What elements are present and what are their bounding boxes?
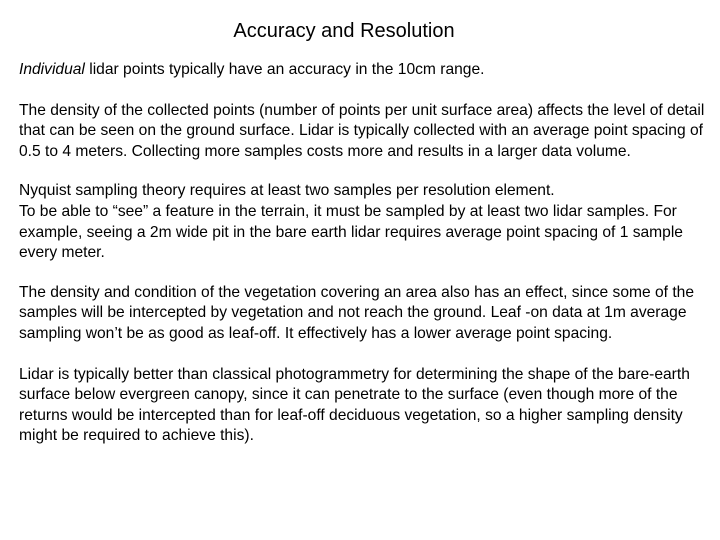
paragraph-nyquist-line1: Nyquist sampling theory requires at least two samples per resolution element.	[19, 182, 555, 200]
paragraph-spacer	[19, 264, 714, 283]
paragraph-spacer	[19, 81, 714, 101]
paragraph-vegetation: The density and condition of the vegetation covering an area also has an effect, since some of the samples will be intercepted by vegetation and not reach the ground. Leaf -on data at 1m average sampling won’t be as good as leaf-off. It effectively has a lower average point spacing.	[19, 283, 695, 342]
paragraph-accuracy	[19, 60, 714, 81]
slide-title: Accuracy and Resolution	[233, 20, 455, 42]
emphasis-individual: Individual	[19, 61, 85, 78]
paragraph-density: The density of the collected points (number of points per unit surface area) affects the level of detail that can be seen on the ground surface. Lidar is typically collected with an average point spacing of 0.5 to 4 meters. Collecting more samples costs more and results in a larger data volume.	[19, 101, 705, 160]
paragraph-nyquist	[19, 181, 714, 263]
paragraph-accuracy-text: lidar points typically have an accuracy in the 10cm range.	[84, 61, 485, 78]
paragraph-photogrammetry: Lidar is typically better than classical photogrammetry for determining the shape of the bare-earth surface below evergreen canopy, since it can penetrate to the surface (even though more of the returns would be intercepted than for leaf-off deciduous vegetation, so a higher sampling density might be required to achieve this).	[19, 365, 690, 445]
paragraph-spacer	[19, 162, 714, 181]
paragraph-nyquist-line2: To be able to “see” a feature in the terrain, it must be sampled by at least two lidar samples. For example, seeing a 2m wide pit in the bare earth lidar requires average point spacing of 1 sample every meter.	[19, 202, 683, 262]
slide-body	[19, 60, 714, 447]
paragraph-spacer	[19, 345, 714, 365]
